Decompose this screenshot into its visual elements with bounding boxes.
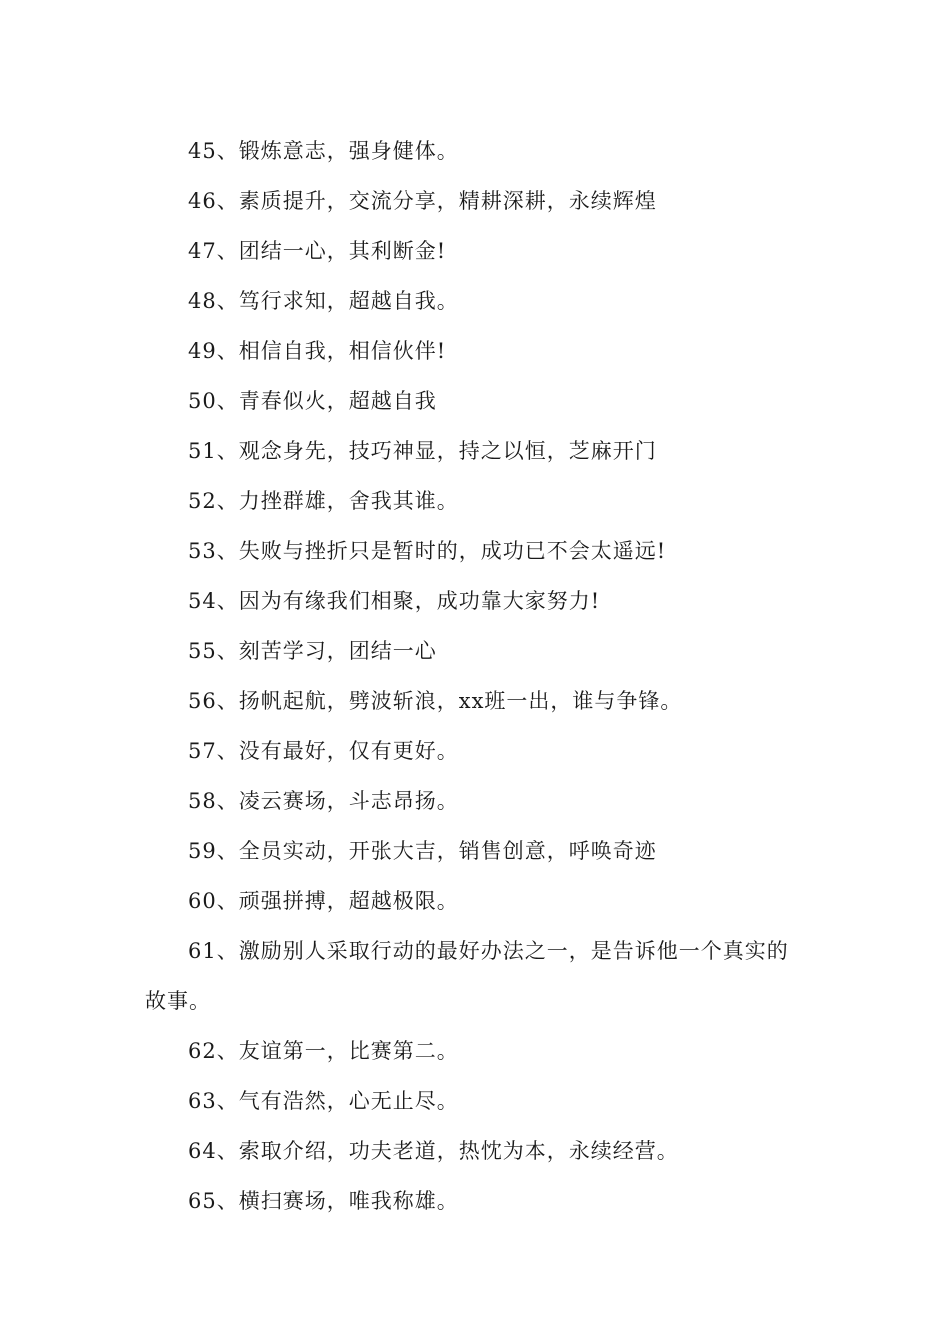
list-item: 47、团结一心，其利断金!: [188, 239, 447, 263]
list-item: 63、气有浩然，心无止尽。: [188, 1089, 459, 1113]
list-item: 58、凌云赛场，斗志昂扬。: [188, 789, 459, 813]
list-item: 60、顽强拼搏，超越极限。: [188, 889, 459, 913]
list-item: 45、锻炼意志，强身健体。: [188, 139, 459, 163]
list-item: 46、素质提升，交流分享，精耕深耕，永续辉煌: [188, 189, 657, 213]
list-item: 56、扬帆起航，劈波斩浪，xx班一出，谁与争锋。: [188, 689, 683, 713]
list-item: 55、刻苦学习，团结一心: [188, 639, 437, 663]
list-item: 57、没有最好，仅有更好。: [188, 739, 459, 763]
list-item: 53、失败与挫折只是暂时的，成功已不会太遥远!: [188, 539, 667, 563]
list-item: 62、友谊第一，比赛第二。: [188, 1039, 459, 1063]
list-item: 49、相信自我，相信伙伴!: [188, 339, 447, 363]
list-item: 65、横扫赛场，唯我称雄。: [188, 1189, 459, 1213]
slogan-list: [145, 126, 815, 1226]
list-item: 51、观念身先，技巧神显，持之以恒，芝麻开门: [188, 439, 657, 463]
list-item: 61、激励别人采取行动的最好办法之一，是告诉他一个真实的故事。: [145, 939, 789, 1013]
list-item: 59、全员实动，开张大吉，销售创意，呼唤奇迹: [188, 839, 657, 863]
list-item: 48、笃行求知，超越自我。: [188, 289, 459, 313]
list-item: 50、青春似火，超越自我: [188, 389, 437, 413]
list-item: 54、因为有缘我们相聚，成功靠大家努力!: [188, 589, 601, 613]
list-item: 52、力挫群雄，舍我其谁。: [188, 489, 459, 513]
list-item: 64、索取介绍，功夫老道，热忱为本，永续经营。: [188, 1139, 679, 1163]
